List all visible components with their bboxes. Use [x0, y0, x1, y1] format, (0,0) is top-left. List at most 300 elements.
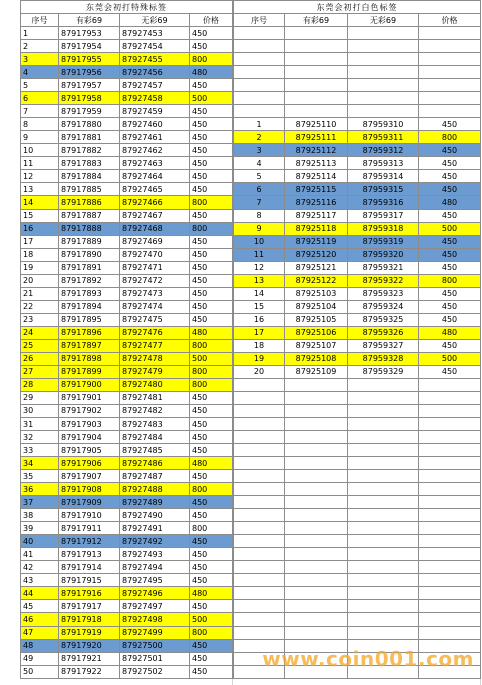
table-row [234, 209, 481, 222]
seq-cell: 24 [21, 326, 59, 339]
seq-cell: 11 [234, 248, 285, 261]
color69-cell: 87917954 [59, 40, 120, 53]
color69-cell: 87917899 [59, 365, 120, 378]
color69-cell: 87917889 [59, 235, 120, 248]
nocolor69-cell: 87927458 [120, 92, 190, 105]
price-cell: 450 [190, 418, 233, 431]
seq-cell: 12 [21, 170, 59, 183]
table-row [234, 287, 481, 300]
table-row [21, 170, 233, 183]
nocolor69-cell: 87927494 [120, 561, 190, 574]
color69-cell: 87917886 [59, 196, 120, 209]
table-row [21, 600, 233, 613]
price-cell: 450 [190, 170, 233, 183]
empty-cell [419, 27, 481, 40]
empty-row [234, 626, 481, 639]
color69-cell: 87917885 [59, 183, 120, 196]
table-row [21, 196, 233, 209]
empty-cell [285, 535, 348, 548]
color69-cell: 87925121 [285, 261, 348, 274]
price-cell: 800 [190, 196, 233, 209]
empty-cell [285, 613, 348, 626]
table-row [234, 131, 481, 144]
table-row [21, 92, 233, 105]
table-row [21, 535, 233, 548]
table-row [21, 222, 233, 235]
empty-cell [348, 600, 419, 613]
empty-cell [285, 470, 348, 483]
color69-cell: 87917919 [59, 626, 120, 639]
table-row [21, 105, 233, 118]
empty-cell [234, 378, 285, 391]
nocolor69-cell: 87927497 [120, 600, 190, 613]
nocolor69-cell: 87927493 [120, 548, 190, 561]
seq-cell: 10 [21, 144, 59, 157]
nocolor69-cell: 87927453 [120, 27, 190, 40]
nocolor69-cell: 87959317 [348, 209, 419, 222]
table-row [21, 66, 233, 79]
price-cell: 450 [190, 235, 233, 248]
nocolor69-cell: 87927459 [120, 105, 190, 118]
color69-cell: 87925104 [285, 300, 348, 313]
table-row [21, 613, 233, 626]
seq-cell: 5 [234, 170, 285, 183]
table-row [21, 561, 233, 574]
nocolor69-cell: 87959327 [348, 339, 419, 352]
table-row [234, 248, 481, 261]
empty-cell [419, 391, 481, 404]
price-cell: 450 [419, 118, 481, 131]
empty-cell [285, 509, 348, 522]
nocolor69-cell: 87959311 [348, 131, 419, 144]
color69-cell: 87917904 [59, 431, 120, 444]
empty-cell [348, 378, 419, 391]
seq-cell: 47 [21, 626, 59, 639]
empty-cell [419, 378, 481, 391]
seq-cell: 38 [21, 509, 59, 522]
watermark: www.coin001.com [262, 647, 474, 671]
nocolor69-cell: 87927464 [120, 170, 190, 183]
nocolor69-cell: 87959320 [348, 248, 419, 261]
empty-cell [348, 444, 419, 457]
price-cell: 450 [190, 509, 233, 522]
color69-cell: 87917906 [59, 457, 120, 470]
empty-row [234, 509, 481, 522]
empty-cell [348, 509, 419, 522]
table-row [21, 639, 233, 652]
nocolor69-cell: 87959318 [348, 222, 419, 235]
price-cell: 450 [419, 157, 481, 170]
color69-cell: 87925113 [285, 157, 348, 170]
empty-cell [419, 53, 481, 66]
table-row [21, 626, 233, 639]
nocolor69-cell: 87927477 [120, 339, 190, 352]
nocolor69-cell: 87927468 [120, 222, 190, 235]
price-cell: 500 [190, 613, 233, 626]
empty-cell [348, 105, 419, 118]
empty-row [234, 535, 481, 548]
color69-cell: 87925107 [285, 339, 348, 352]
empty-cell [234, 522, 285, 535]
price-cell: 480 [419, 196, 481, 209]
table-row [21, 326, 233, 339]
table-row [21, 483, 233, 496]
color69-cell: 87917881 [59, 131, 120, 144]
header-color69: 有彩69 [285, 14, 348, 27]
seq-cell: 32 [21, 431, 59, 444]
empty-cell [348, 483, 419, 496]
empty-cell [234, 457, 285, 470]
nocolor69-cell: 87959329 [348, 365, 419, 378]
empty-row [234, 105, 481, 118]
empty-row [234, 522, 481, 535]
empty-cell [348, 391, 419, 404]
color69-cell: 87917895 [59, 313, 120, 326]
price-cell: 800 [190, 365, 233, 378]
empty-row [234, 457, 481, 470]
color69-cell: 87925105 [285, 313, 348, 326]
empty-row [234, 561, 481, 574]
empty-cell [285, 574, 348, 587]
empty-cell [234, 418, 285, 431]
price-cell: 480 [419, 326, 481, 339]
nocolor69-cell: 87927481 [120, 391, 190, 404]
empty-row [234, 378, 481, 391]
empty-row [234, 587, 481, 600]
nocolor69-cell: 87927490 [120, 509, 190, 522]
price-cell: 450 [190, 183, 233, 196]
left-table-title: 东莞会初打特殊标签 [21, 1, 233, 14]
empty-cell [285, 600, 348, 613]
price-cell: 450 [419, 209, 481, 222]
empty-cell [285, 431, 348, 444]
empty-row [234, 391, 481, 404]
table-row [21, 53, 233, 66]
price-cell: 800 [190, 626, 233, 639]
table-row [21, 470, 233, 483]
header-seq: 序号 [21, 14, 59, 27]
header-seq: 序号 [234, 14, 285, 27]
header-nocolor69: 无彩69 [348, 14, 419, 27]
seq-cell: 41 [21, 548, 59, 561]
price-cell: 450 [190, 561, 233, 574]
empty-row [234, 404, 481, 417]
empty-cell [234, 535, 285, 548]
nocolor69-cell: 87959325 [348, 313, 419, 326]
table-row [21, 509, 233, 522]
price-cell: 450 [419, 300, 481, 313]
color69-cell: 87917909 [59, 496, 120, 509]
price-cell: 450 [419, 170, 481, 183]
seq-cell: 43 [21, 574, 59, 587]
table-row [21, 365, 233, 378]
table-row [21, 457, 233, 470]
seq-cell: 4 [21, 66, 59, 79]
seq-cell: 16 [234, 313, 285, 326]
empty-row [234, 79, 481, 92]
price-cell: 450 [190, 105, 233, 118]
empty-row [234, 27, 481, 40]
nocolor69-cell: 87927465 [120, 183, 190, 196]
price-cell: 450 [419, 261, 481, 274]
nocolor69-cell: 87927454 [120, 40, 190, 53]
color69-cell: 87917955 [59, 53, 120, 66]
color69-cell: 87917953 [59, 27, 120, 40]
seq-cell: 2 [234, 131, 285, 144]
table-row [21, 391, 233, 404]
seq-cell: 4 [234, 157, 285, 170]
seq-cell: 1 [234, 118, 285, 131]
table-row [234, 300, 481, 313]
empty-cell [348, 40, 419, 53]
price-cell: 450 [190, 157, 233, 170]
seq-cell: 33 [21, 444, 59, 457]
white-label-table [233, 0, 481, 679]
nocolor69-cell: 87927473 [120, 287, 190, 300]
seq-cell: 17 [21, 235, 59, 248]
seq-cell: 50 [21, 665, 59, 678]
table-row [21, 339, 233, 352]
empty-cell [285, 587, 348, 600]
color69-cell: 87917892 [59, 274, 120, 287]
price-cell: 450 [190, 431, 233, 444]
empty-row [234, 444, 481, 457]
nocolor69-cell: 87927501 [120, 652, 190, 665]
color69-cell: 87917957 [59, 79, 120, 92]
nocolor69-cell: 87927489 [120, 496, 190, 509]
seq-cell: 16 [21, 222, 59, 235]
empty-row [234, 40, 481, 53]
price-cell: 800 [190, 483, 233, 496]
color69-cell: 87917888 [59, 222, 120, 235]
nocolor69-cell: 87927466 [120, 196, 190, 209]
table-row [21, 261, 233, 274]
color69-cell: 87917911 [59, 522, 120, 535]
empty-cell [285, 40, 348, 53]
seq-cell: 8 [234, 209, 285, 222]
color69-cell: 87917898 [59, 352, 120, 365]
color69-cell: 87917916 [59, 587, 120, 600]
empty-cell [419, 418, 481, 431]
nocolor69-cell: 87959324 [348, 300, 419, 313]
empty-cell [234, 40, 285, 53]
price-cell: 500 [419, 222, 481, 235]
color69-cell: 87917883 [59, 157, 120, 170]
table-row [21, 378, 233, 391]
seq-cell: 15 [21, 209, 59, 222]
empty-row [234, 53, 481, 66]
table-row [21, 118, 233, 131]
seq-cell: 20 [234, 365, 285, 378]
color69-cell: 87925108 [285, 352, 348, 365]
nocolor69-cell: 87927500 [120, 639, 190, 652]
empty-cell [285, 457, 348, 470]
price-cell: 450 [190, 261, 233, 274]
price-cell: 450 [190, 444, 233, 457]
empty-cell [348, 431, 419, 444]
seq-cell: 6 [234, 183, 285, 196]
color69-cell: 87925115 [285, 183, 348, 196]
empty-cell [419, 561, 481, 574]
table-row [21, 404, 233, 417]
price-cell: 450 [190, 144, 233, 157]
empty-cell [419, 600, 481, 613]
table-row [21, 548, 233, 561]
price-cell: 450 [190, 548, 233, 561]
nocolor69-cell: 87927472 [120, 274, 190, 287]
price-cell: 450 [190, 40, 233, 53]
seq-cell: 21 [21, 287, 59, 300]
empty-cell [234, 404, 285, 417]
seq-cell: 1 [21, 27, 59, 40]
nocolor69-cell: 87927480 [120, 378, 190, 391]
price-cell: 480 [190, 66, 233, 79]
empty-cell [285, 522, 348, 535]
table-row [21, 431, 233, 444]
nocolor69-cell: 87927499 [120, 626, 190, 639]
empty-cell [419, 626, 481, 639]
empty-cell [419, 105, 481, 118]
price-cell: 450 [190, 535, 233, 548]
table-row [21, 587, 233, 600]
header-price: 价格 [419, 14, 481, 27]
color69-cell: 87917958 [59, 92, 120, 105]
nocolor69-cell: 87959314 [348, 170, 419, 183]
price-cell: 450 [419, 183, 481, 196]
table-row [234, 352, 481, 365]
empty-cell [285, 391, 348, 404]
table-row [234, 313, 481, 326]
empty-cell [419, 431, 481, 444]
color69-cell: 87925111 [285, 131, 348, 144]
price-cell: 800 [419, 131, 481, 144]
price-cell: 800 [190, 378, 233, 391]
empty-cell [348, 522, 419, 535]
color69-cell: 87917922 [59, 665, 120, 678]
nocolor69-cell: 87959312 [348, 144, 419, 157]
seq-cell: 9 [21, 131, 59, 144]
color69-cell: 87917910 [59, 509, 120, 522]
color69-cell: 87925103 [285, 287, 348, 300]
seq-cell: 9 [234, 222, 285, 235]
empty-cell [419, 483, 481, 496]
table-row [21, 313, 233, 326]
nocolor69-cell: 87927485 [120, 444, 190, 457]
nocolor69-cell: 87927492 [120, 535, 190, 548]
seq-cell: 18 [234, 339, 285, 352]
price-cell: 450 [190, 652, 233, 665]
nocolor69-cell: 87959310 [348, 118, 419, 131]
nocolor69-cell: 87927498 [120, 613, 190, 626]
seq-cell: 18 [21, 248, 59, 261]
price-cell: 450 [190, 639, 233, 652]
empty-cell [348, 535, 419, 548]
nocolor69-cell: 87927475 [120, 313, 190, 326]
table-row [234, 144, 481, 157]
seq-cell: 20 [21, 274, 59, 287]
price-cell: 800 [190, 222, 233, 235]
color69-cell: 87917913 [59, 548, 120, 561]
table-row [21, 665, 233, 678]
empty-cell [285, 27, 348, 40]
price-cell: 450 [190, 27, 233, 40]
nocolor69-cell: 87927457 [120, 79, 190, 92]
seq-cell: 11 [21, 157, 59, 170]
nocolor69-cell: 87959319 [348, 235, 419, 248]
seq-cell: 14 [234, 287, 285, 300]
table-row [21, 274, 233, 287]
empty-cell [419, 496, 481, 509]
seq-cell: 12 [234, 261, 285, 274]
seq-cell: 27 [21, 365, 59, 378]
color69-cell: 87925116 [285, 196, 348, 209]
empty-cell [285, 404, 348, 417]
nocolor69-cell: 87927474 [120, 300, 190, 313]
empty-cell [234, 53, 285, 66]
nocolor69-cell: 87927486 [120, 457, 190, 470]
empty-cell [419, 522, 481, 535]
price-cell: 450 [419, 339, 481, 352]
nocolor69-cell: 87959316 [348, 196, 419, 209]
empty-cell [285, 79, 348, 92]
color69-cell: 87917897 [59, 339, 120, 352]
price-cell: 450 [190, 248, 233, 261]
color69-cell: 87917918 [59, 613, 120, 626]
seq-cell: 37 [21, 496, 59, 509]
price-cell: 500 [419, 352, 481, 365]
seq-cell: 7 [21, 105, 59, 118]
empty-row [234, 600, 481, 613]
empty-cell [419, 509, 481, 522]
empty-cell [419, 404, 481, 417]
color69-cell: 87917896 [59, 326, 120, 339]
price-cell: 800 [190, 53, 233, 66]
seq-cell: 45 [21, 600, 59, 613]
price-cell: 450 [190, 404, 233, 417]
table-row [234, 118, 481, 131]
empty-cell [348, 53, 419, 66]
price-cell: 450 [419, 287, 481, 300]
price-cell: 450 [190, 391, 233, 404]
color69-cell: 87925112 [285, 144, 348, 157]
right-table-title: 东莞会初打白色标签 [234, 1, 481, 14]
price-cell: 450 [190, 209, 233, 222]
color69-cell: 87925119 [285, 235, 348, 248]
nocolor69-cell: 87959313 [348, 157, 419, 170]
table-row [21, 79, 233, 92]
header-color69: 有彩69 [59, 14, 120, 27]
nocolor69-cell: 87959321 [348, 261, 419, 274]
table-row [21, 209, 233, 222]
price-cell: 500 [190, 352, 233, 365]
nocolor69-cell: 87927483 [120, 418, 190, 431]
table-row [21, 287, 233, 300]
seq-cell: 26 [21, 352, 59, 365]
table-row [21, 574, 233, 587]
nocolor69-cell: 87959322 [348, 274, 419, 287]
price-cell: 450 [190, 470, 233, 483]
empty-cell [234, 587, 285, 600]
color69-cell: 87925118 [285, 222, 348, 235]
empty-cell [285, 53, 348, 66]
price-cell: 450 [190, 274, 233, 287]
nocolor69-cell: 87927482 [120, 404, 190, 417]
empty-cell [348, 574, 419, 587]
seq-cell: 25 [21, 339, 59, 352]
table-row [21, 157, 233, 170]
price-cell: 800 [190, 339, 233, 352]
seq-cell: 40 [21, 535, 59, 548]
